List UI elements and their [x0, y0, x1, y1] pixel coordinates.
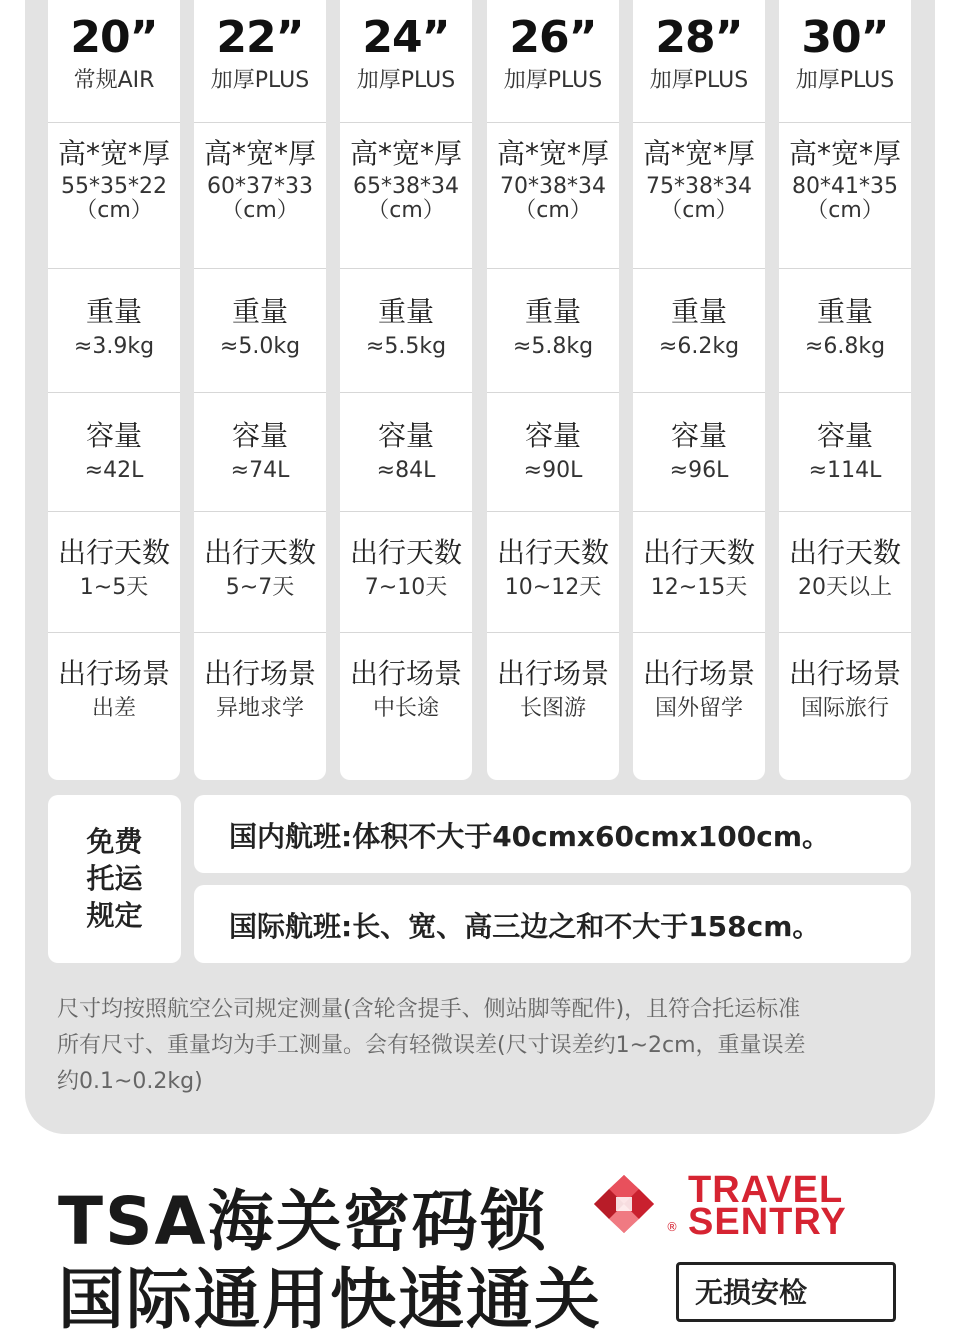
days-value: 5~7天	[225, 575, 295, 600]
days-label: 出行天数	[203, 536, 316, 569]
free-checkin-label-line: 规定	[86, 899, 143, 932]
capacity-value: ≈42L	[84, 458, 144, 483]
tsa-subheadline: 国际通用快速通关	[58, 1261, 602, 1338]
dimension-label: 高*宽*厚	[788, 137, 901, 170]
dimension-value: 60*37*33	[207, 174, 313, 199]
size-cell	[487, 0, 619, 123]
note-line: 约0.1~0.2kg)	[57, 1069, 203, 1094]
international-rule-text: 国际航班:长、宽、高三边之和不大于158cm。	[229, 910, 821, 943]
capacity-cell	[487, 393, 619, 512]
capacity-value: ≈84L	[376, 458, 436, 483]
capacity-value: ≈96L	[669, 458, 729, 483]
weight-value: ≈5.8kg	[512, 334, 594, 359]
dimension-cell	[487, 123, 619, 269]
scene-cell	[779, 633, 911, 780]
free-checkin-label-line: 免费	[86, 825, 143, 858]
dimension-label: 高*宽*厚	[57, 137, 170, 170]
dimension-unit: （cm）	[660, 198, 738, 223]
weight-cell	[340, 269, 472, 393]
domestic-rule-text: 国内航班:体积不大于40cmx60cmx100cm。	[229, 820, 831, 853]
weight-value: ≈5.0kg	[219, 334, 301, 359]
scene-label: 出行场景	[642, 657, 755, 690]
capacity-label: 容量	[231, 419, 288, 452]
scene-value: 出差	[91, 696, 136, 721]
weight-label: 重量	[816, 295, 873, 328]
capacity-label: 容量	[377, 419, 434, 452]
size-cell	[633, 0, 765, 123]
days-value: 10~12天	[504, 575, 602, 600]
model-type: 常规AIR	[73, 68, 155, 93]
note-line: 所有尺寸、重量均为手工测量。会有轻微误差(尺寸误差约1~2cm，重量误差	[57, 1033, 806, 1058]
model-type: 加厚PLUS	[356, 68, 456, 93]
dimension-cell	[779, 123, 911, 269]
capacity-value: ≈114L	[808, 458, 882, 483]
dimension-value: 75*38*34	[646, 174, 752, 199]
scene-cell	[48, 633, 180, 780]
dimension-label: 高*宽*厚	[642, 137, 755, 170]
days-cell	[779, 512, 911, 633]
days-value: 7~10天	[364, 575, 448, 600]
dimension-cell	[194, 123, 326, 269]
scene-value: 长图游	[519, 696, 586, 721]
size-cell	[194, 0, 326, 123]
size-cell	[779, 0, 911, 123]
weight-cell	[194, 269, 326, 393]
capacity-label: 容量	[816, 419, 873, 452]
dimension-value: 70*38*34	[500, 174, 606, 199]
dimension-value: 55*35*22	[61, 174, 167, 199]
capacity-cell	[194, 393, 326, 512]
size-cell	[340, 0, 472, 123]
days-label: 出行天数	[496, 536, 609, 569]
dimension-label: 高*宽*厚	[349, 137, 462, 170]
model-type: 加厚PLUS	[795, 68, 895, 93]
size-value: 26”	[509, 12, 597, 63]
size-value: 22”	[216, 12, 304, 63]
scene-value: 国外留学	[654, 696, 743, 721]
weight-cell	[633, 269, 765, 393]
dimension-value: 65*38*34	[353, 174, 459, 199]
dimension-unit: （cm）	[221, 198, 299, 223]
spec-column-26	[487, 0, 619, 780]
spec-column-28	[633, 0, 765, 780]
days-cell	[340, 512, 472, 633]
days-cell	[194, 512, 326, 633]
size-cell	[48, 0, 180, 123]
weight-label: 重量	[524, 295, 581, 328]
size-value: 24”	[362, 12, 450, 63]
weight-cell	[48, 269, 180, 393]
weight-value: ≈6.2kg	[658, 334, 740, 359]
days-value: 12~15天	[650, 575, 748, 600]
model-type: 加厚PLUS	[503, 68, 603, 93]
spec-column-24	[340, 0, 472, 780]
dimension-unit: （cm）	[75, 198, 153, 223]
dimension-unit: （cm）	[514, 198, 592, 223]
days-value: 1~5天	[79, 575, 149, 600]
days-label: 出行天数	[57, 536, 170, 569]
scene-label: 出行场景	[349, 657, 462, 690]
brand-line-2: SENTRY	[688, 1201, 847, 1243]
weight-cell	[779, 269, 911, 393]
dimension-label: 高*宽*厚	[203, 137, 316, 170]
scene-label: 出行场景	[203, 657, 316, 690]
travel-sentry-logo-icon	[592, 1173, 656, 1235]
free-checkin-label-line: 托运	[86, 862, 143, 895]
dimension-unit: （cm）	[367, 198, 445, 223]
tsa-headline: TSA海关密码锁	[58, 1183, 548, 1260]
dimension-cell	[633, 123, 765, 269]
capacity-cell	[633, 393, 765, 512]
weight-value: ≈3.9kg	[73, 334, 155, 359]
days-cell	[633, 512, 765, 633]
days-label: 出行天数	[788, 536, 901, 569]
spec-column-30	[779, 0, 911, 780]
capacity-value: ≈74L	[230, 458, 290, 483]
weight-label: 重量	[377, 295, 434, 328]
model-type: 加厚PLUS	[649, 68, 749, 93]
capacity-cell	[779, 393, 911, 512]
size-value: 28”	[655, 12, 743, 63]
scene-cell	[340, 633, 472, 780]
capacity-label: 容量	[85, 419, 142, 452]
scene-value: 异地求学	[215, 696, 304, 721]
spec-column-22	[194, 0, 326, 780]
weight-label: 重量	[670, 295, 727, 328]
registered-mark: ®	[666, 1220, 678, 1234]
capacity-label: 容量	[670, 419, 727, 452]
free-checkin-label-box	[48, 795, 181, 963]
capacity-cell	[48, 393, 180, 512]
dimension-unit: （cm）	[806, 198, 884, 223]
international-rule-box	[194, 885, 911, 963]
size-value: 20”	[70, 12, 158, 63]
measurement-note	[57, 992, 907, 1100]
scene-label: 出行场景	[788, 657, 901, 690]
capacity-cell	[340, 393, 472, 512]
days-value: 20天以上	[798, 575, 892, 600]
brand-line-1: TRAVEL	[688, 1169, 844, 1211]
weight-value: ≈6.8kg	[804, 334, 886, 359]
no-damage-check-text: 无损安检	[695, 1276, 808, 1309]
days-label: 出行天数	[349, 536, 462, 569]
dimension-value: 80*41*35	[792, 174, 898, 199]
scene-cell	[633, 633, 765, 780]
note-line: 尺寸均按照航空公司规定测量(含轮含提手、侧站脚等配件)，且符合托运标准	[57, 997, 801, 1022]
weight-cell	[487, 269, 619, 393]
weight-label: 重量	[85, 295, 142, 328]
no-damage-check-badge	[676, 1262, 896, 1322]
capacity-label: 容量	[524, 419, 581, 452]
weight-label: 重量	[231, 295, 288, 328]
model-type: 加厚PLUS	[210, 68, 310, 93]
free-checkin-label	[48, 823, 181, 934]
scene-cell	[487, 633, 619, 780]
scene-value: 中长途	[372, 696, 439, 721]
dimension-label: 高*宽*厚	[496, 137, 609, 170]
domestic-rule-box	[194, 795, 911, 873]
days-cell	[487, 512, 619, 633]
scene-label: 出行场景	[496, 657, 609, 690]
dimension-cell	[340, 123, 472, 269]
weight-value: ≈5.5kg	[365, 334, 447, 359]
days-cell	[48, 512, 180, 633]
dimension-cell	[48, 123, 180, 269]
capacity-value: ≈90L	[523, 458, 583, 483]
size-value: 30”	[801, 12, 889, 63]
scene-value: 国际旅行	[800, 696, 889, 721]
spec-column-20	[48, 0, 180, 780]
scene-label: 出行场景	[57, 657, 170, 690]
days-label: 出行天数	[642, 536, 755, 569]
scene-cell	[194, 633, 326, 780]
